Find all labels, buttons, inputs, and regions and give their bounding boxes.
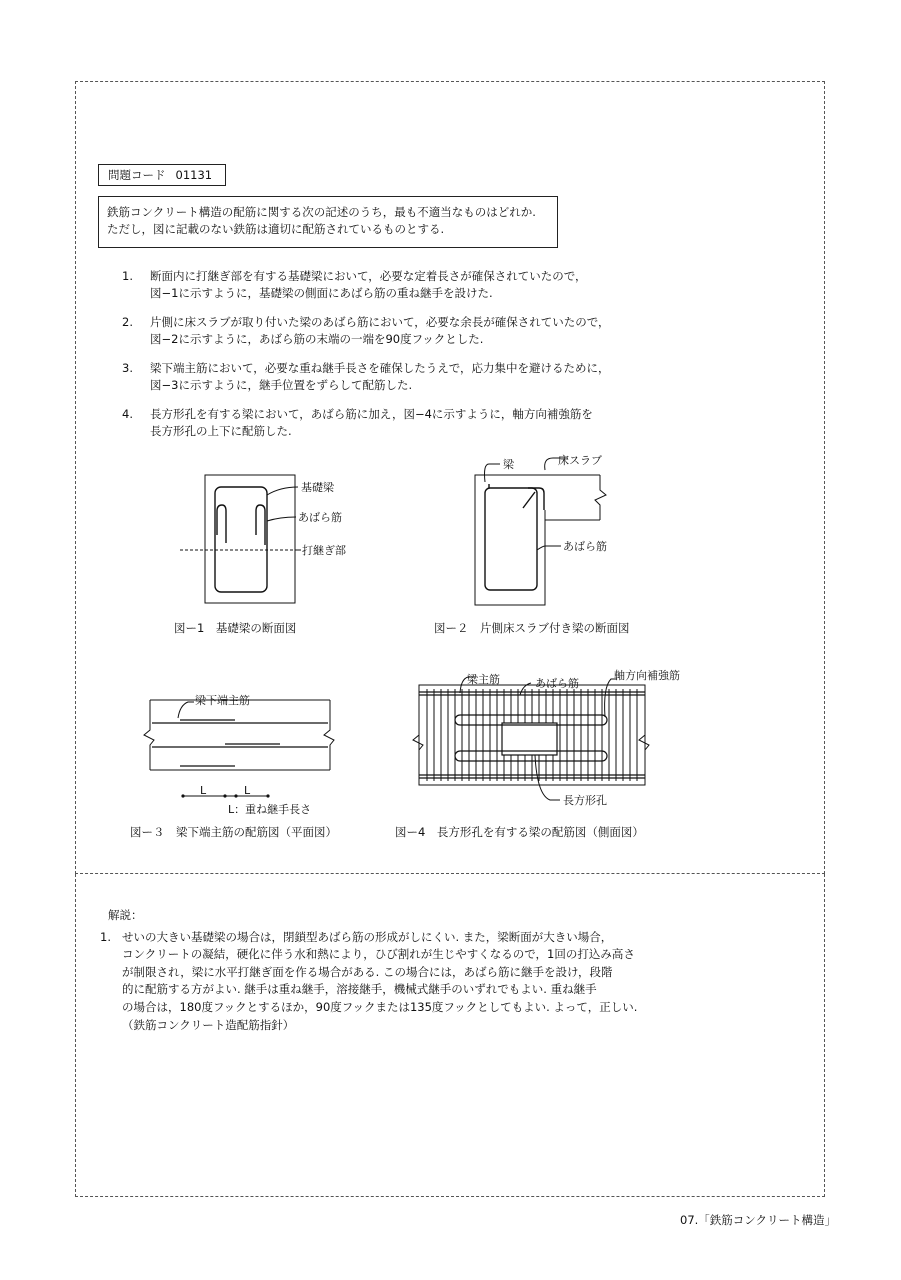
choice-3 [122,360,682,394]
dimension-tick [181,794,184,797]
label-stirrup: あばら筋 [535,677,579,690]
explanation-line: の場合は，180度フックとするほか，90度フックまたは135度フックとしてもよい. よって，正しい. [122,999,638,1014]
choice-list [122,268,682,452]
choice-number: 3. [122,361,133,375]
explanation-number: 1. [100,929,111,944]
lap-hook-left [217,505,226,543]
question-line: 鉄筋コンクリート構造の配筋に関する次の記述のうち，最も不適当なものはどれか. [107,205,536,219]
explanation-line: （鉄筋コンクリート造配筋指針） [122,1017,295,1032]
label-beam: 梁 [503,458,514,471]
problem-code-box [98,164,226,186]
figure-3-caption: 図ー３ 梁下端主筋の配筋図（平面図） [130,825,337,839]
choice-number: 1. [122,269,133,283]
stirrup [215,487,267,592]
question-box [98,196,558,248]
choice-text: 図−3に示すように，継手位置をずらして配筋した. [150,378,413,392]
break-line [413,685,423,785]
figure-2-caption: 図ー２ 片側床スラブ付き梁の断面図 [434,621,630,635]
label-main-bar: 梁主筋 [467,673,500,686]
choice-text: 片側に床スラブが取り付いた梁のあばら筋において，必要な余長が確保されていたので， [150,315,610,329]
break-line [144,700,154,770]
label-floor-slab: 床スラブ [558,454,602,467]
rectangular-hole [502,723,557,755]
explanation-line: せいの大きい基礎梁の場合は，閉鎖型あばら筋の形成がしにくい. また，梁断面が大きい場合， [122,929,613,944]
explanation-item [100,929,638,1035]
explanation-line: が制限され，梁に水平打継ぎ面を作る場合がある. この場合には，あばら筋に継手を設け，段階 [122,964,613,979]
label-L: L [200,784,207,797]
dimension-tick [223,794,226,797]
explanation-line: 的に配筋する方がよい. 継手は重ね継手，溶接継手，機械式継手のいずれでもよい. 重ね継手 [122,982,597,997]
leader-line [178,702,194,718]
choice-text: 図−1に示すように，基礎梁の側面にあばら筋の重ね継手を設けた. [150,286,493,300]
leader-line [537,546,561,550]
question-line: ただし，図に記載のない鉄筋は適切に配筋されているものとする. [107,222,445,236]
leader-line [267,517,296,521]
label-bottom-main-bar: 梁下端主筋 [195,694,250,707]
label-foundation-beam: 基礎梁 [301,481,334,494]
label-construction-joint: 打継ぎ部 [302,544,346,557]
choice-1 [122,268,682,302]
leader-line [485,464,501,482]
break-line [639,685,649,785]
stirrup [485,488,537,590]
choice-text: 梁下端主筋において，必要な重ね継手長さを確保したうえで，応力集中を避けるために， [150,361,610,375]
problem-code-label: 問題コード [108,168,166,182]
figure-4-beam-with-hole-side-view [405,665,690,815]
hook-135 [523,492,535,508]
explanation-line: コンクリートの凝結，硬化に伴う水和熱により，ひび割れが生じやすくなるので，1回の打込み高さ [122,947,635,962]
lap-hook-right [256,505,265,545]
label-L-definition: L：重ね継手長さ [228,803,312,816]
choice-text: 図−2に示すように，あばら筋の末端の一端を90度フックとした. [150,332,484,346]
explanation-heading: 解説： [108,908,143,922]
choice-4 [122,406,682,440]
figure-1-foundation-beam-section [170,465,370,610]
leader-line [267,487,298,495]
choice-number: 4. [122,407,133,421]
explanation [100,907,638,1034]
figure-1-caption: 図ー1 基礎梁の断面図 [174,621,297,635]
choice-text: 長方形孔を有する梁において，あばら筋に加え，図−4に示すように，軸方向補強筋を [150,407,593,421]
figure-2-beam-with-slab-section [465,450,625,610]
beam-outline [205,475,295,603]
label-rectangular-hole: 長方形孔 [563,794,607,807]
break-line [324,700,334,770]
choice-number: 2. [122,315,133,329]
figure-4-caption: 図ー4 長方形孔を有する梁の配筋図（側面図） [395,825,644,839]
choice-text: 断面内に打継ぎ部を有する基礎梁において，必要な定着長さが確保されていたので， [150,269,587,283]
dimension-tick [234,794,237,797]
label-axial-reinforcing-bar: 軸方向補強筋 [614,669,680,682]
choice-text: 長方形孔の上下に配筋した. [150,424,292,438]
figure-3-bottom-bar-plan [140,690,345,820]
choice-2 [122,314,682,348]
label-L: L [244,784,251,797]
slab-break-line [595,475,606,520]
problem-code-value: 01131 [175,168,213,182]
footer-chapter: 07.「鉄筋コンクリート構造」 [680,1213,837,1227]
label-stirrup: あばら筋 [563,540,607,553]
dimension-tick [266,794,269,797]
label-stirrup: あばら筋 [298,511,342,524]
